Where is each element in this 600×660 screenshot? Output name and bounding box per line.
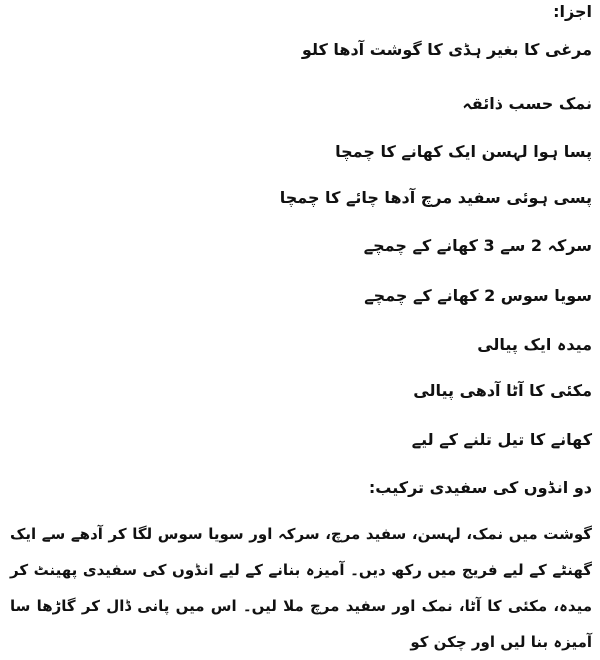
ingredient-item: نمک حسب ذائقہ [462, 94, 592, 113]
ingredient-item: سویا سوس 2 کھانے کے چمچے [364, 286, 592, 305]
ingredient-item: کھانے کا تیل تلنے کے لیے [411, 430, 592, 449]
ingredient-item: پسا ہوا لہسن ایک کھانے کا چمچا [335, 142, 592, 161]
ingredients-heading: اجزا: [553, 2, 592, 21]
ingredient-item: مکئی کا آٹا آدھی پیالی [413, 381, 592, 400]
ingredient-item: میدہ ایک پیالی [477, 335, 592, 354]
ingredient-item: مرغی کا بغیر ہڈی کا گوشت آدھا کلو [301, 40, 592, 59]
method-paragraph: گوشت میں نمک، لہسن، سفید مرچ، سرکہ اور سویا سوس لگا کر آدھے سے ایک گھنٹے کے لیے فریج میں رکھ دیں۔ آمیزہ بنانے کے لیے انڈوں کی سفیدی پھینٹ کر میدہ، مکئی کا آٹا، نمک اور سفید مرچ ملا لیں۔ اس میں پانی ڈال کر گاڑھا سا آمیزہ بنا لیں اور چکن کو [10, 525, 592, 651]
ingredient-item: پسی ہوئی سفید مرچ آدھا چائے کا چمچا [279, 188, 592, 207]
method-heading: دو انڈوں کی سفیدی ترکیب: [368, 478, 592, 497]
ingredient-item: سرکہ 2 سے 3 کھانے کے چمچے [363, 236, 592, 255]
